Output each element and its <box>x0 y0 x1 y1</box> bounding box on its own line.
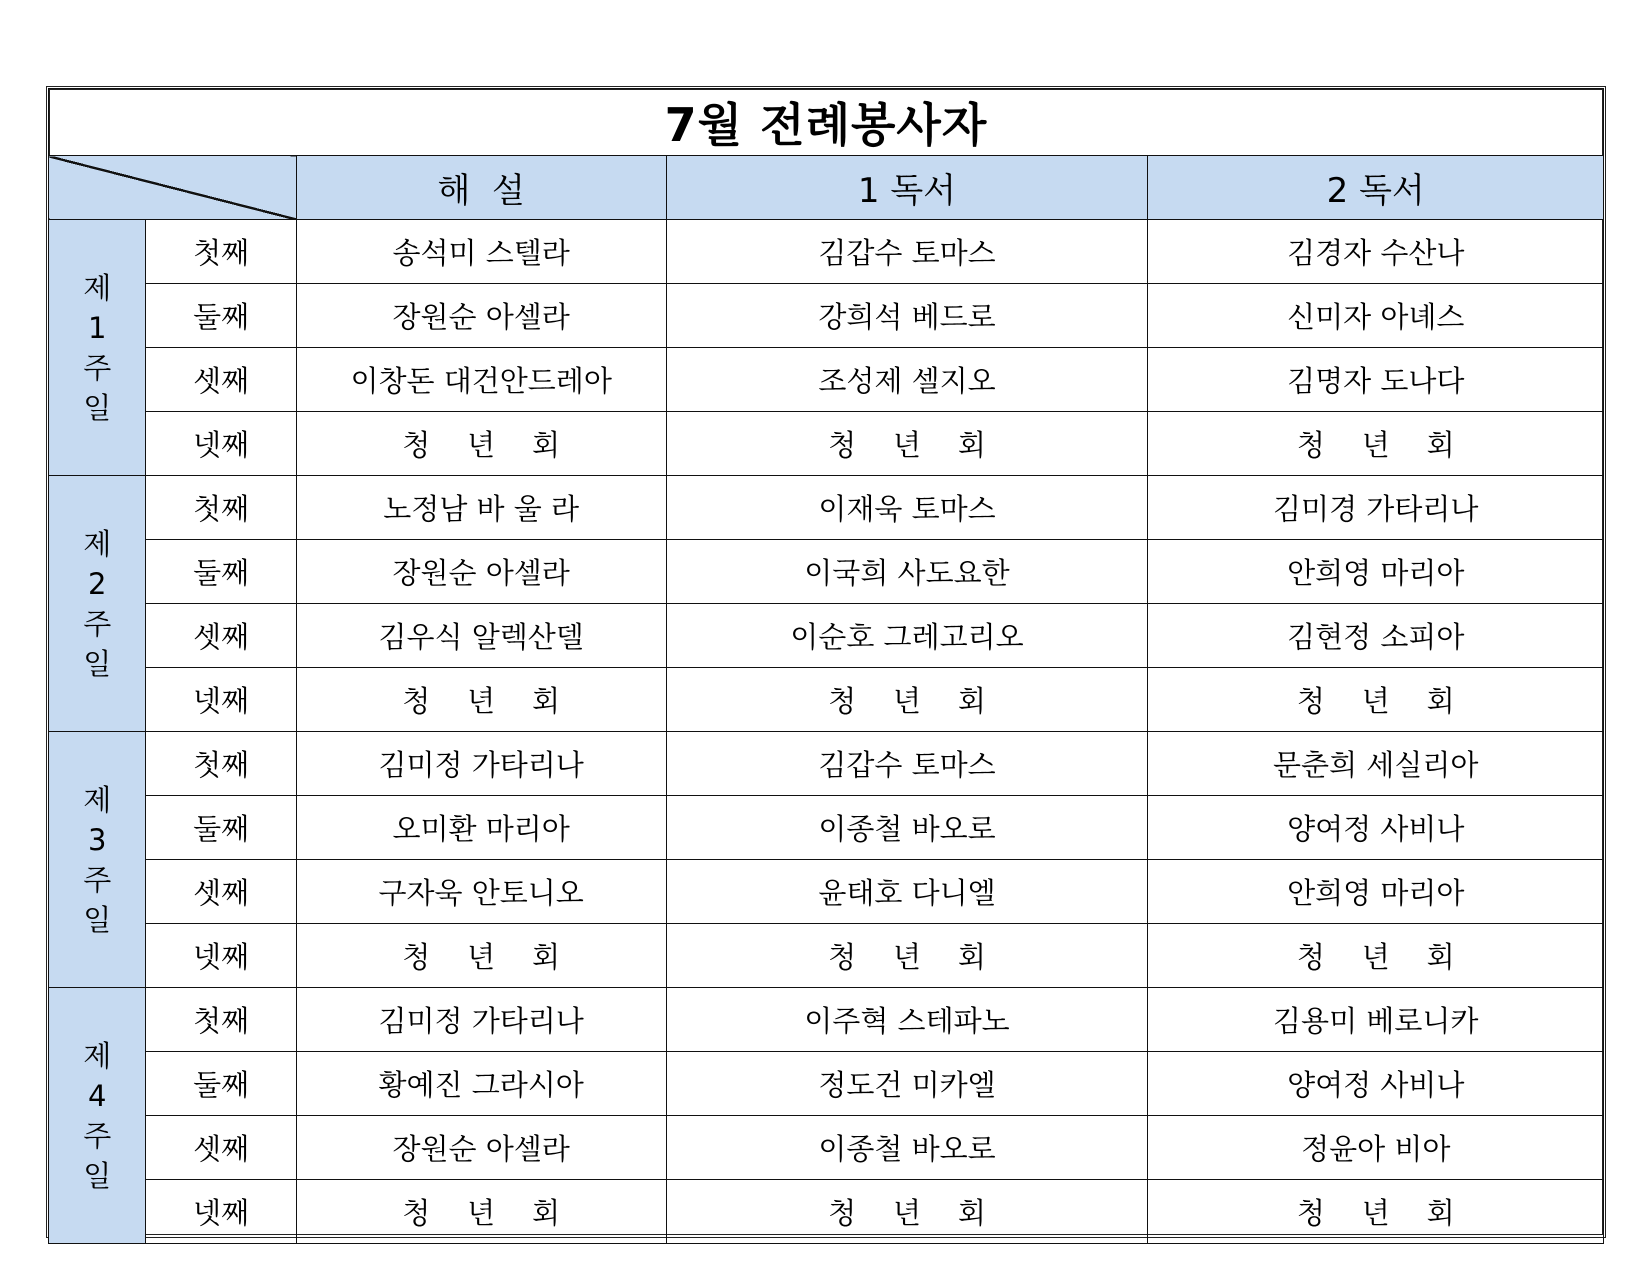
first-reader-cell: 이국희 사도요한 <box>666 540 1148 604</box>
mass-order-cell: 첫째 <box>146 220 296 284</box>
table-row <box>49 604 1604 668</box>
first-reader-cell: 김갑수 토마스 <box>666 732 1148 796</box>
commentator-cell: 김미정 가타리나 <box>296 732 666 796</box>
second-reader-cell: 김미경 가타리나 <box>1148 476 1604 540</box>
week-label-char: 제 <box>83 782 112 817</box>
commentator-cell: 장원순 아셀라 <box>296 540 666 604</box>
mass-order-cell: 둘째 <box>146 540 296 604</box>
mass-order-cell: 첫째 <box>146 732 296 796</box>
week-label <box>49 476 146 732</box>
table-row <box>49 220 1604 284</box>
week-label-char: 4 <box>87 1078 107 1113</box>
table-row <box>49 796 1604 860</box>
week-label-char: 주 <box>83 1118 112 1153</box>
second-reader-cell: 김현정 소피아 <box>1148 604 1604 668</box>
table-row <box>49 924 1604 988</box>
table-row <box>49 988 1604 1052</box>
first-reader-cell: 정도건 미카엘 <box>666 1052 1148 1116</box>
second-reader-cell: 청 년 회 <box>1148 1180 1604 1244</box>
first-reader-cell: 청 년 회 <box>666 1180 1148 1244</box>
table-row <box>49 476 1604 540</box>
first-reader-cell: 김갑수 토마스 <box>666 220 1148 284</box>
first-reader-cell: 윤태호 다니엘 <box>666 860 1148 924</box>
second-reader-cell: 안희영 마리아 <box>1148 540 1604 604</box>
week-label-char: 1 <box>87 310 107 345</box>
table-row <box>49 732 1604 796</box>
table-row <box>49 1180 1604 1244</box>
mass-order-cell: 첫째 <box>146 476 296 540</box>
week-label-char: 주 <box>83 606 112 641</box>
mass-order-cell: 넷째 <box>146 1180 296 1244</box>
table-row <box>49 668 1604 732</box>
first-reader-cell: 이주혁 스테파노 <box>666 988 1148 1052</box>
table-row <box>49 540 1604 604</box>
mass-order-cell: 둘째 <box>146 284 296 348</box>
diagonal-corner-cell <box>49 156 297 220</box>
second-reader-cell: 김경자 수산나 <box>1148 220 1604 284</box>
mass-order-cell: 셋째 <box>146 348 296 412</box>
week-label <box>49 988 146 1244</box>
commentator-cell: 김우식 알렉산델 <box>296 604 666 668</box>
page-title: 7월 전례봉사자 <box>49 89 1604 156</box>
header-commentary: 해 설 <box>296 156 666 220</box>
first-reader-cell: 청 년 회 <box>666 924 1148 988</box>
week-label <box>49 220 146 476</box>
second-reader-cell: 청 년 회 <box>1148 924 1604 988</box>
week-label-char: 3 <box>87 822 107 857</box>
week-label-char: 일 <box>83 902 112 937</box>
second-reader-cell: 양여정 사비나 <box>1148 1052 1604 1116</box>
mass-order-cell: 둘째 <box>146 1052 296 1116</box>
header-first-reading: 1 독서 <box>666 156 1148 220</box>
header-second-reading: 2 독서 <box>1148 156 1604 220</box>
second-reader-cell: 청 년 회 <box>1148 668 1604 732</box>
commentator-cell: 청 년 회 <box>296 1180 666 1244</box>
commentator-cell: 청 년 회 <box>296 668 666 732</box>
mass-order-cell: 둘째 <box>146 796 296 860</box>
commentator-cell: 구자욱 안토니오 <box>296 860 666 924</box>
first-reader-cell: 이순호 그레고리오 <box>666 604 1148 668</box>
second-reader-cell: 양여정 사비나 <box>1148 796 1604 860</box>
week-label-char: 2 <box>87 566 107 601</box>
roster-table <box>48 88 1604 1244</box>
mass-order-cell: 셋째 <box>146 1116 296 1180</box>
commentator-cell: 이창돈 대건안드레아 <box>296 348 666 412</box>
commentator-cell: 장원순 아셀라 <box>296 284 666 348</box>
mass-order-cell: 넷째 <box>146 924 296 988</box>
table-row <box>49 860 1604 924</box>
week-label-char: 제 <box>83 526 112 561</box>
table-row <box>49 284 1604 348</box>
commentator-cell: 황예진 그라시아 <box>296 1052 666 1116</box>
commentator-cell: 김미정 가타리나 <box>296 988 666 1052</box>
first-reader-cell: 강희석 베드로 <box>666 284 1148 348</box>
mass-order-cell: 넷째 <box>146 412 296 476</box>
table-row <box>49 412 1604 476</box>
week-label-char: 일 <box>83 390 112 425</box>
commentator-cell: 오미환 마리아 <box>296 796 666 860</box>
mass-order-cell: 넷째 <box>146 668 296 732</box>
week-label-char: 주 <box>83 862 112 897</box>
commentator-cell: 청 년 회 <box>296 412 666 476</box>
week-label <box>49 732 146 988</box>
mass-order-cell: 첫째 <box>146 988 296 1052</box>
first-reader-cell: 조성제 셀지오 <box>666 348 1148 412</box>
first-reader-cell: 이종철 바오로 <box>666 1116 1148 1180</box>
first-reader-cell: 이종철 바오로 <box>666 796 1148 860</box>
second-reader-cell: 김용미 베로니카 <box>1148 988 1604 1052</box>
first-reader-cell: 청 년 회 <box>666 668 1148 732</box>
commentator-cell: 노정남 바 울 라 <box>296 476 666 540</box>
mass-order-cell: 셋째 <box>146 860 296 924</box>
first-reader-cell: 청 년 회 <box>666 412 1148 476</box>
table-row <box>49 1052 1604 1116</box>
commentator-cell: 청 년 회 <box>296 924 666 988</box>
week-label-char: 일 <box>83 1158 112 1193</box>
second-reader-cell: 신미자 아녜스 <box>1148 284 1604 348</box>
second-reader-cell: 문춘희 세실리아 <box>1148 732 1604 796</box>
second-reader-cell: 청 년 회 <box>1148 412 1604 476</box>
second-reader-cell: 정윤아 비아 <box>1148 1116 1604 1180</box>
week-label-char: 제 <box>83 270 112 305</box>
title-row <box>49 89 1604 156</box>
header-row <box>49 156 1604 220</box>
second-reader-cell: 안희영 마리아 <box>1148 860 1604 924</box>
week-label-char: 제 <box>83 1038 112 1073</box>
week-label-char: 주 <box>83 350 112 385</box>
first-reader-cell: 이재욱 토마스 <box>666 476 1148 540</box>
mass-order-cell: 셋째 <box>146 604 296 668</box>
table-row <box>49 1116 1604 1180</box>
table-row <box>49 348 1604 412</box>
commentator-cell: 송석미 스텔라 <box>296 220 666 284</box>
second-reader-cell: 김명자 도나다 <box>1148 348 1604 412</box>
commentator-cell: 장원순 아셀라 <box>296 1116 666 1180</box>
week-label-char: 일 <box>83 646 112 681</box>
